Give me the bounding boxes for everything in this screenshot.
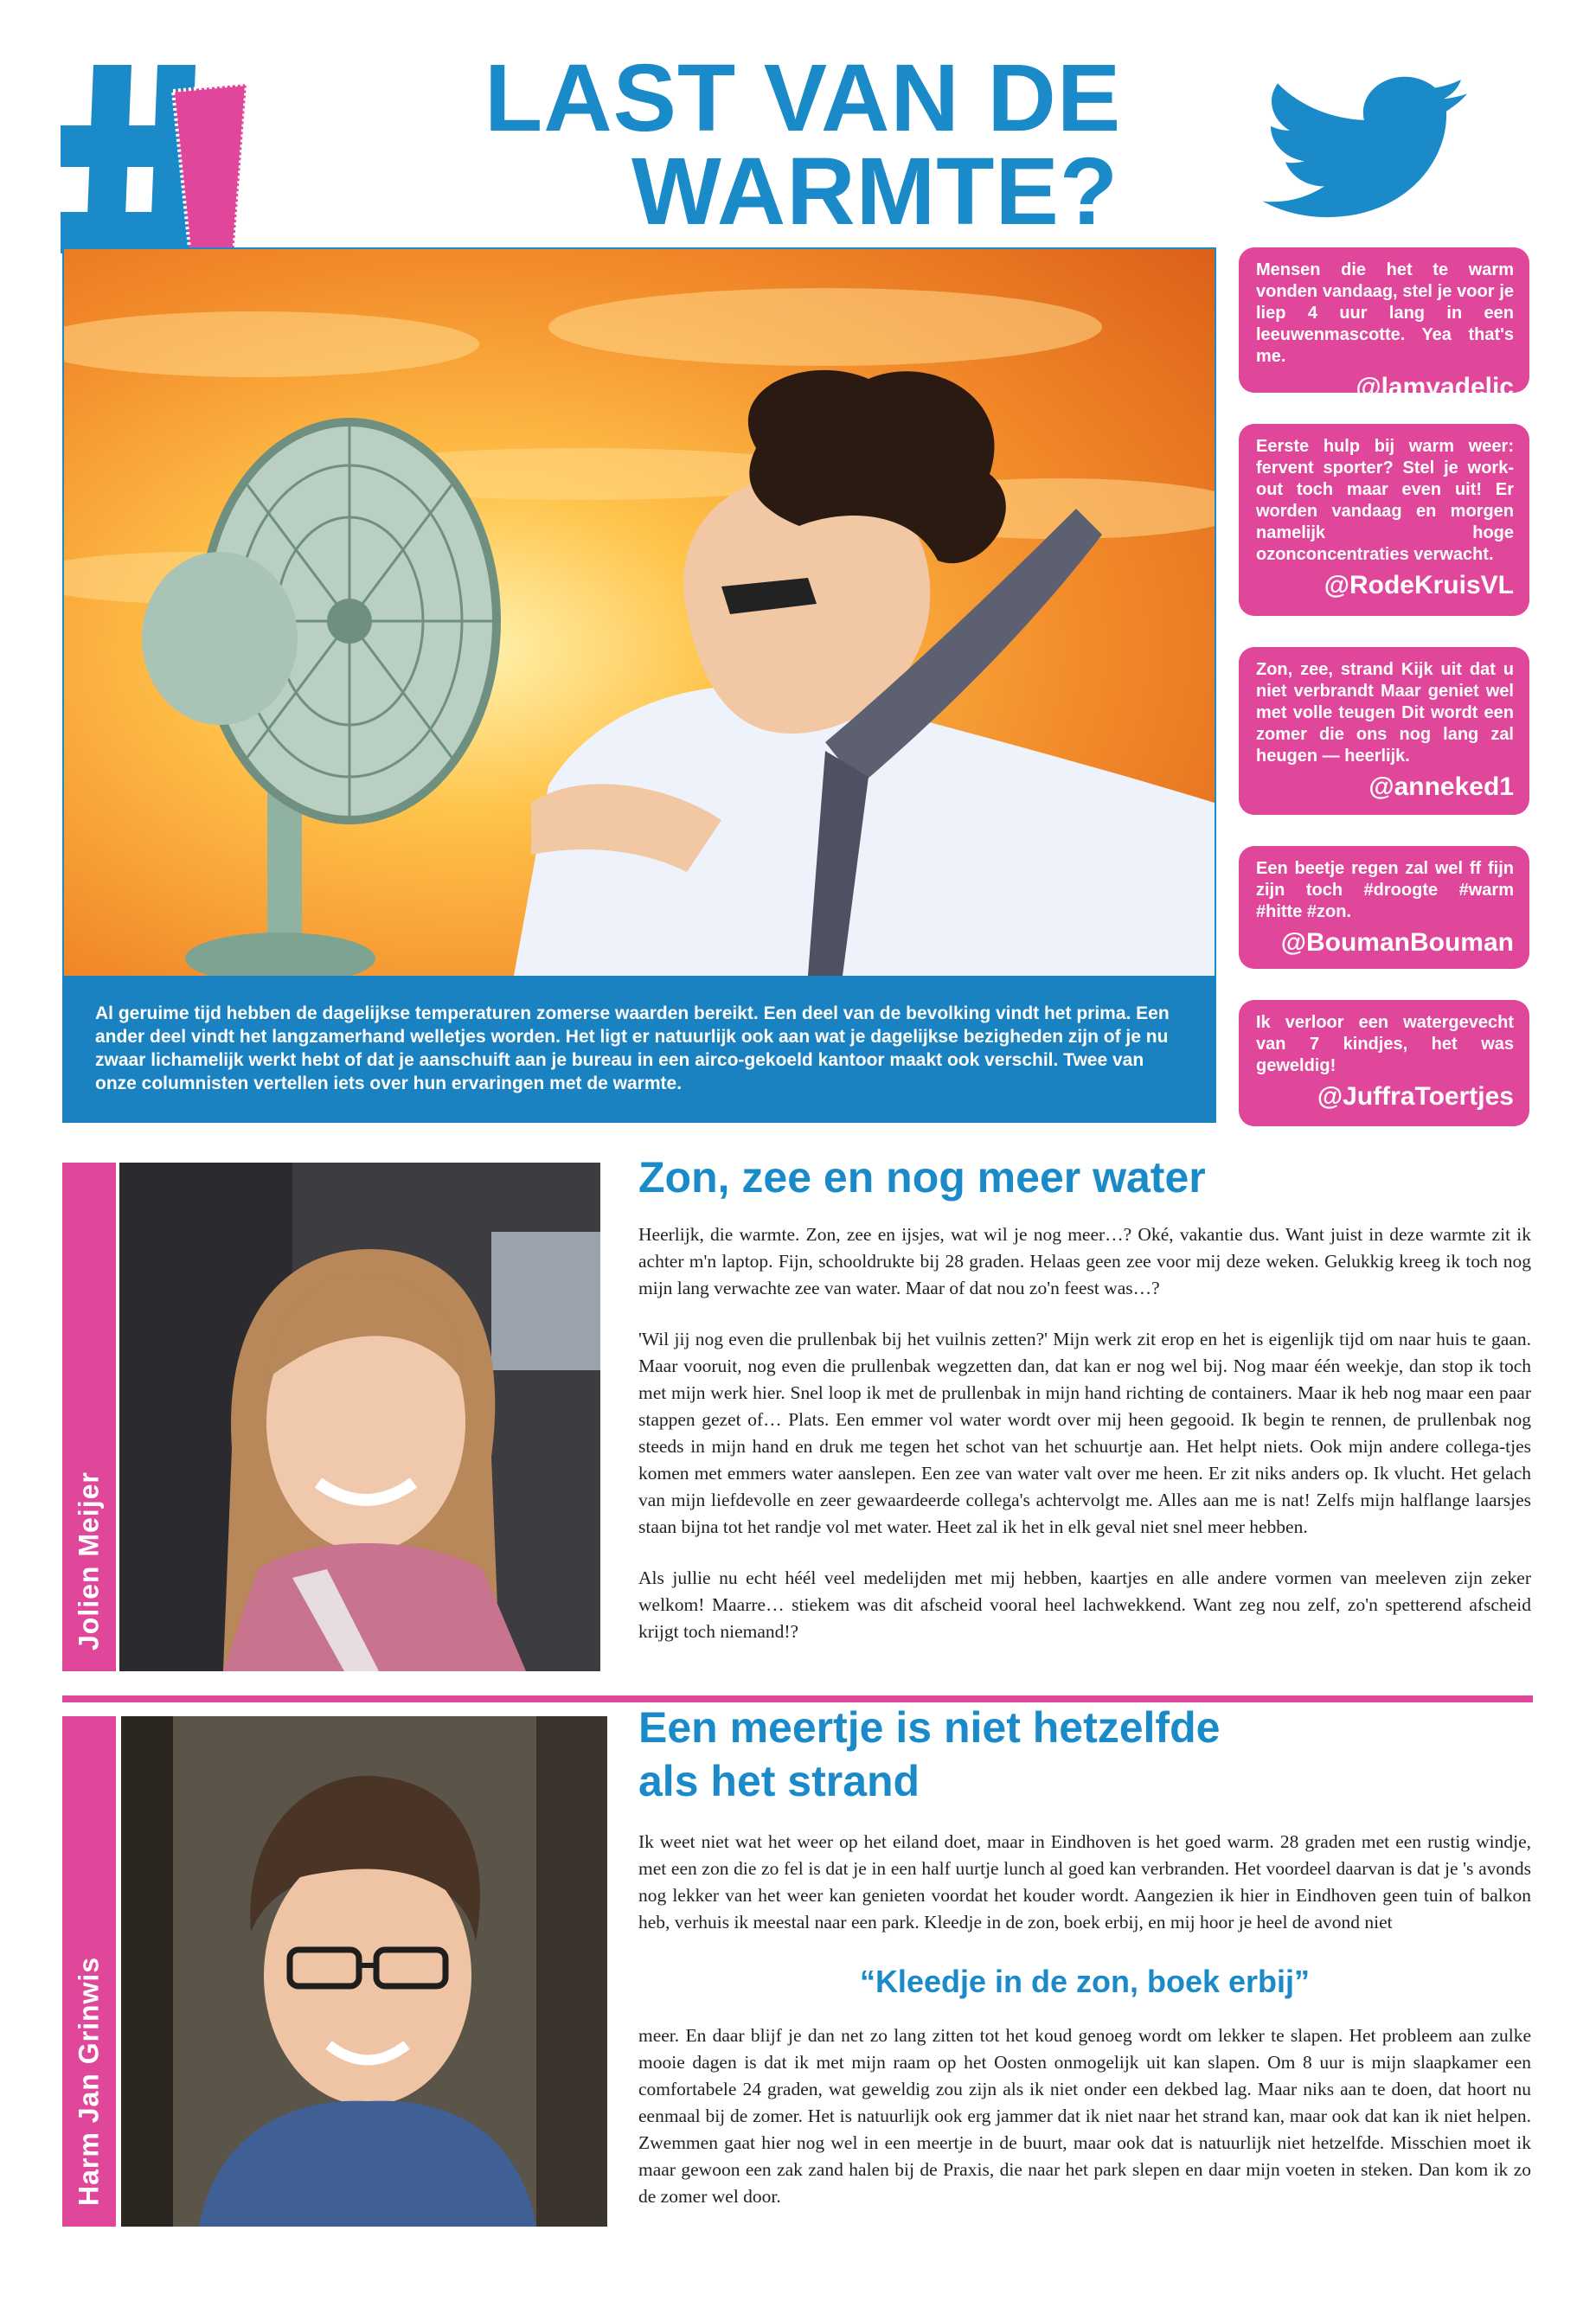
author-bar-jolien [62, 1163, 116, 1671]
title-line-2: WARMTE? [631, 138, 1119, 245]
tweet-text: Een beetje regen zal wel ff fijn zijn toch #droogte #warm #hitte #zon. [1256, 859, 1514, 921]
column-heading [638, 1701, 1538, 1808]
tweet-text: Eerste hulp bij warm weer: fervent sporter? Stel je work-out toch maar even uit! Er worden vandaag en morgen namelijk hoge ozonconcentraties verwacht. [1256, 437, 1514, 564]
tweet-handle[interactable]: @JuffraToertjes [1317, 1082, 1514, 1111]
paragraph: Ik weet niet wat het weer op het eiland doet, maar in Eindhoven is het goed warm. 28 graden met een rustig windje, met een zon die zo fel is dat je in een half uurtje lunch al goed kan verbranden. Het voordeel daarvan is dat je 's avonds nog lekker van het weer kan genieten voordat het kouder wordt. Aangezien ik hier in Eindhoven geen tuin of balkon heb, verhuis ik meestal naar een park. Kleedje in de zon, boek erbij, en mij hoor je heel de avond niet [638, 1831, 1531, 1932]
author-name: Harm Jan Grinwis [73, 1956, 105, 2206]
paragraph: meer. En daar blijf je dan net zo lang zitten tot het koud genoeg wordt om lekker te slapen. Het probleem aan zulke mooie dagen is dat ik met mijn raam op het Oosten onmogelijk uit kan slapen. Om 8 uur is mijn slaapkamer een comfortabele 24 graden, wat geweldig zou zijn als ik niet onder een dekbed lag. Maar niks aan te doen, dat hoort nu eenmaal bij de zomer. Het is natuurlijk ook erg jammer dat ik niet naar het strand kan, maar ook dat kan ik niet helpen. Zwemmen gaat hier nog wel in een meertje in de buurt, maar ook dat is natuurlijk niet hetzelfde. Misschien moet ik maar gewoon een zak zand halen bij de Praxis, die naar het park slepen en daar mijn voeten in steken. Dan kom ik zo de zomer wel door. [638, 2025, 1531, 2207]
author-name: Jolien Meijer [73, 1471, 105, 1650]
tweet-card [1239, 247, 1529, 401]
page-title [484, 45, 1263, 245]
paragraph: 'Wil jij nog even die prullenbak bij het vuilnis zetten?' Mijn werk zit erop en het is eigenlijk tijd om naar huis te gaan. Maar vooruit, nog even die prullenbak wegzetten dan, dat kan er nog wel bij. Nog maar één weekje, dan stop ik toch met mijn werk hier. Snel loop ik met de prullenbak in mijn hand richting de containers. Maar ik heb nog maar een paar stappen gezet of… Plats. Een emmer vol water wordt over mij heen gegooid. Ik begin te rennen, de prullenbak nog steeds in mijn hand en druk me tegen het schot van het schuurtje aan. Het helpt niets. Ook mijn andere collega-tjes komen met emmers water aanslepen. Een zee van water valt over me heen. Er zit niks anders op. Ik vlucht. Het gelach van mijn liefdevolle en zeer gewaardeerde collega's achtervolgt me. Alles aan me is nat! Zelfs mijn halflange laarsjes staan bijna tot het randje vol met water. Heet zal ik het in elk geval niet snel meer hebben. [638, 1329, 1531, 1537]
title-line-1: LAST VAN DE [484, 45, 1122, 151]
author-photo-jolien [119, 1163, 600, 1671]
tweet-card [1239, 647, 1529, 815]
tweet-card [1239, 846, 1529, 969]
twitter-bird-icon [1263, 76, 1479, 228]
tweet-handle[interactable]: @anneked1 [1368, 772, 1514, 801]
tweet-handle[interactable]: @RodeKruisVL [1324, 571, 1514, 599]
tweet-text: Zon, zee, strand Kijk uit dat u niet verbrandt Maar geniet wel met volle teugen Dit wordt een zomer die ons nog lang zal heugen — heerlijk. [1256, 660, 1514, 766]
pull-quote: “Kleedje in de zon, boek erbij” [859, 1964, 1311, 1999]
column-heading-line-1: Een meertje is niet hetzelfde [638, 1703, 1221, 1752]
tweet-text: Ik verloor een watergevecht van 7 kindjes, het was geweldig! [1256, 1013, 1514, 1075]
intro-text-box [62, 976, 1216, 1123]
tweet-card [1239, 1000, 1529, 1126]
column-heading-line-2: als het strand [638, 1757, 920, 1805]
tweet-handle[interactable]: @BoumanBouman [1280, 928, 1514, 957]
column-heading: Zon, zee en nog meer water [638, 1153, 1206, 1202]
tweet-handle[interactable]: @lamyadelic [1356, 373, 1514, 401]
hero-image [62, 247, 1216, 977]
column-body [638, 1221, 1531, 1670]
paragraph: Als jullie nu echt héél veel medelijden met mij hebben, kaartjes en alle andere vormen van meeleven zijn zeker welkom! Maarre… stiekem was dit afscheid vooral heel lachwekkend. Want zeg nou zelf, zo'n spetterend afscheid krijgt toch niemand!? [638, 1567, 1531, 1642]
tweet-text: Mensen die het te warm vonden vandaag, stel je voor je liep 4 uur lang in een leeuwenmascotte. Yea that's me. [1256, 260, 1514, 366]
author-bar-harm [62, 1716, 116, 2227]
paragraph: Heerlijk, die warmte. Zon, zee en ijsjes, wat wil je nog meer…? Oké, vakantie dus. Want juist in deze warmte zit ik achter m'n laptop. Fijn, schooldrukte bij 28 graden. Helaas geen zee voor mij deze weken. Gelukkig kreeg ik toch nog mijn lang verwachte zee van water. Maar of dat nou zo'n feest was…? [638, 1224, 1531, 1298]
column-body [638, 1829, 1531, 1936]
column-body [638, 2022, 1531, 2234]
tweet-card [1239, 424, 1529, 616]
author-photo-harm [121, 1716, 607, 2227]
intro-text: Al geruime tijd hebben de dagelijkse temperaturen zomerse waarden bereikt. Een deel van de bevolking vindt het prima. Een ander deel vindt het langzamerhand welletjes worden. Het ligt er natuurlijk ook aan wat je dagelijkse bezigheden zijn of je nu zwaar lichamelijk werkt hebt of dat je aanschuift aan je bureau in een airco-gekoeld kantoor maakt ook verschil. Twee van onze columnisten vertellen iets over hun ervaringen met de warmte. [95, 1003, 1170, 1093]
